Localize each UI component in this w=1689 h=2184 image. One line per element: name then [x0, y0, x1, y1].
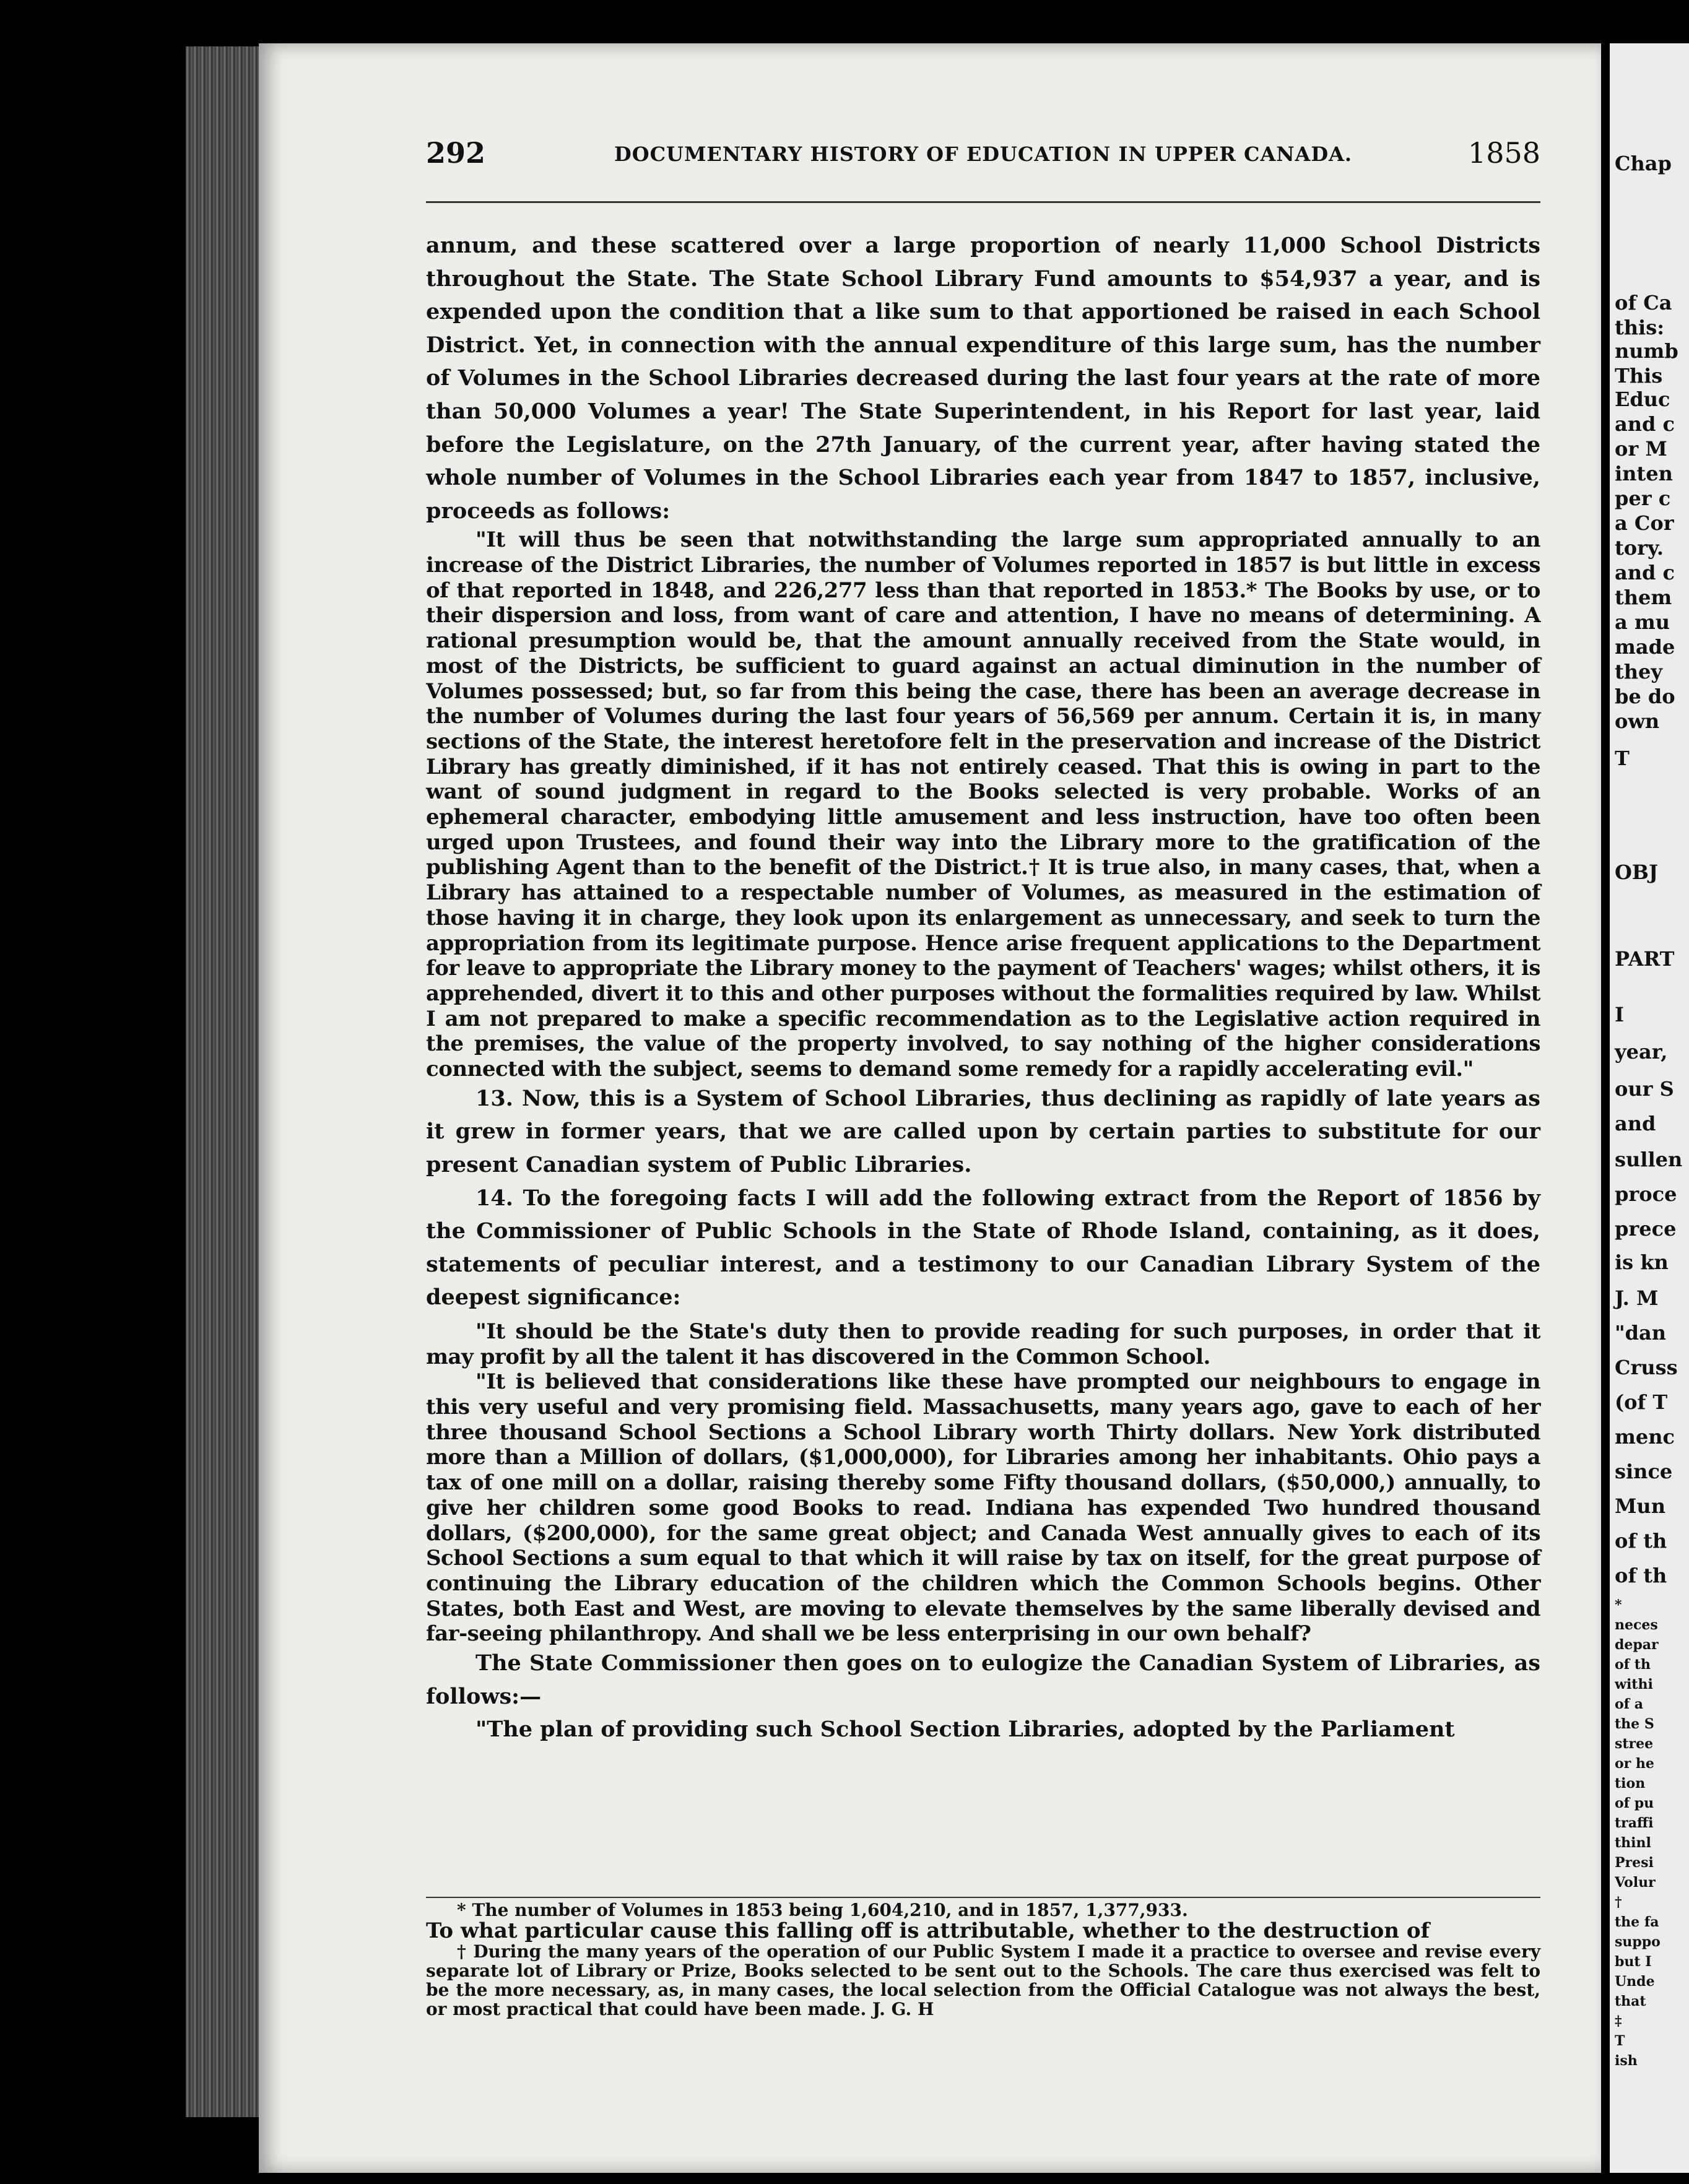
paragraph-13: 13. Now, this is a System of School Libraries, thus declining as rapidly of late years as it grew in former years, that we are called upon by certain parties to substitute for our present Canadian system of Public Libraries. [426, 1085, 1540, 1177]
adjacent-page-fragment [1610, 43, 1689, 2173]
adjacent-page-line: be do [1615, 685, 1675, 708]
adjacent-page-line: proce [1615, 1182, 1677, 1206]
quote-superintendent: "It will thus be seen that notwithstanding the large sum appropriated annually to an increase of the District Libraries, the number of Volumes reported in 1857 is but little in excess of that reported in 1848, and 226,277 less than that reported in 1853.* The Books by use, or to their dispersion and loss, from want of care and attention, I have no means of determining. A rational presumption would be, that the amount annually received from the State would, in most of the Districts, be sufficient to guard against an actual diminution in the number of Volumes possessed; but, so far from this being the case, there has been an average decrease in the number of Volumes during the last four years of 56,569 per annum. Certain it is, in many sections of the State, the interest heretofore felt in the preservation and increase of the District Library has greatly diminished, if it has not entirely ceased. That this is owing in part to the want of sound judgment in regard to the Books selected is very probable. Works of an ephemeral character, embodying little amusement and less instruction, have too often been urged upon Trustees, and found their way into the Library more to the gratification of the publishing Agent than to the benefit of the District.† It is true also, in many cases, that, when a Library has attained to a respectable number of Volumes, as measured in the estimation of those having it in charge, they look upon its enlargement as unnecessary, and seek to turn the appropriation from its legitimate purpose. Hence arise frequent applications to the Department for leave to appropriate the Library money to the payment of Teachers' wages; whilst others, it is apprehended, divert it to this and other purposes without the formalities required by law. Whilst I am not prepared to make a specific recommendation as to the Legislative action required in the premises, the value of the property involved, to say nothing of the higher considerations connected with the subject, seems to demand some remedy for a rapidly accelerating evil." [426, 527, 1540, 1082]
book-page [259, 43, 1601, 2173]
adjacent-page-footnote-line: ish [1615, 2053, 1638, 2069]
adjacent-page-line: a Cor [1615, 511, 1674, 535]
adjacent-page-footnote-line: suppo [1615, 1934, 1661, 1950]
adjacent-page-footnote-line: or he [1615, 1756, 1654, 1772]
paragraph-plan: "The plan of providing such School Section Libraries, adopted by the Parliament [475, 1717, 1455, 1743]
adjacent-page-footnote-line: Volur [1615, 1874, 1656, 1891]
adjacent-page-footnote-line: traffi [1615, 1815, 1654, 1831]
adjacent-page-line: tory. [1615, 536, 1664, 560]
book-page-edges [186, 46, 266, 2117]
adjacent-page-footnote-line: but I [1615, 1954, 1652, 1970]
adjacent-page-line: of Ca [1615, 291, 1672, 314]
adjacent-page-footnote-line: stree [1615, 1736, 1654, 1752]
footnote-star: * The number of Volumes in 1853 being 1,604,210, and in 1857, 1,377,933. [457, 1900, 1188, 1920]
adjacent-page-line: Mun [1615, 1494, 1665, 1518]
adjacent-page-line: is kn [1615, 1250, 1669, 1274]
adjacent-page-line: J. M [1615, 1286, 1659, 1310]
adjacent-page-line: Educ [1615, 388, 1670, 411]
footnote-dagger: † During the many years of the operation of our Public System I made it a practice to oversee and revise every separate lot of Library or Prize, Books selected to be sent out to the Schools. The care thus exercised was felt to be the more necessary, as, in many cases, the local selection from the Official Catalogue was not always the best, or most practical that could have been made. J. G. H [426, 1941, 1540, 2019]
adjacent-page-footnote-line: † [1615, 1894, 1622, 1910]
adjacent-page-line: and c [1615, 561, 1675, 584]
adjacent-page-line: or M [1615, 437, 1667, 461]
adjacent-page-line: prece [1615, 1217, 1677, 1241]
adjacent-page-footnote-line: tion [1615, 1775, 1646, 1792]
main-text [426, 229, 1540, 1746]
adjacent-page-footnote-line: T [1615, 2033, 1625, 2049]
adjacent-page-line: and [1615, 1112, 1656, 1135]
adjacent-page-line: made [1615, 635, 1675, 659]
adjacent-page-footnote-line: the S [1615, 1716, 1654, 1732]
adjacent-page-line: "dan [1615, 1321, 1667, 1345]
footnote-rule [426, 1897, 1540, 1898]
page-number: 292 [426, 136, 486, 170]
adjacent-page-footnote-line: depar [1615, 1637, 1659, 1653]
footnote-continuation: To what particular cause this falling off is attributable, whether to the destruction of [426, 1918, 1430, 1943]
adjacent-page-line: PART [1615, 947, 1675, 971]
adjacent-page-footnote-line: ‡ [1615, 2013, 1622, 2029]
header-year: 1858 [1467, 136, 1540, 170]
adjacent-page-footnote-line: thinl [1615, 1835, 1651, 1851]
adjacent-page-line: OBJ [1615, 860, 1659, 884]
adjacent-page-line: own [1615, 709, 1660, 733]
adjacent-page-footnote-line: of th [1615, 1657, 1651, 1673]
paragraph-commissioner: The State Commissioner then goes on to eulogize the Canadian System of Libraries, as follows:— [426, 1650, 1540, 1709]
adjacent-page-footnote-line: withi [1615, 1676, 1653, 1692]
adjacent-page-line: of th [1615, 1564, 1667, 1587]
paragraph-annum: annum, and these scattered over a large proportion of nearly 11,000 School Districts throughout the State. The State School Library Fund amounts to $54,937 a year, and is expended upon the condition that a like sum to that apportioned be raised in each School District. Yet, in connection with the annual expenditure of this large sum, has the number of Volumes in the School Libraries decreased during the last four years at the rate of more than 50,000 Volumes a year! The State Superintendent, in his Report for last year, laid before the Legislature, on the 27th January, of the current year, after having stated the whole number of Volumes in the School Libraries each year from 1847 to 1857, inclusive, proceeds as follows: [426, 233, 1540, 524]
adjacent-page-line: a mu [1615, 610, 1670, 634]
adjacent-page-line: them [1615, 586, 1672, 609]
quote-neighbours: "It is believed that considerations like these have prompted our neighbours to engage in this very useful and very promising field. Massachusetts, many years ago, gave to each of her three thousand School Sections a School Library worth Thirty dollars. New York distributed more than a Million of dollars, ($1,000,000), for Libraries among her inhabitants. Ohio pays a tax of one mill on a dollar, raising thereby some Fifty thousand dollars, ($50,000,) annually, to give her children some good Books to read. Indiana has expended Two hundred thousand dollars, ($200,000), for the same great object; and Canada West annually gives to each of its School Sections a sum equal to that which it will raise by tax on itself, for the great purpose of continuing the Library education of the children which the Common Schools begins. Other States, both East and West, are moving to elevate themselves by the same liberally devised and far-seeing philanthropy. And shall we be less enterprising in our own behalf? [426, 1369, 1540, 1647]
quote-state-duty: "It should be the State's duty then to provide reading for such purposes, in order that it may profit by all the talent it has discovered in the Common School. [426, 1319, 1540, 1369]
adjacent-page-line: year, [1615, 1040, 1668, 1064]
adjacent-page-line: I [1615, 1003, 1624, 1026]
adjacent-page-line: This [1615, 364, 1663, 388]
adjacent-page-line: (of T [1615, 1390, 1668, 1414]
adjacent-page-line: Cruss [1615, 1356, 1678, 1379]
adjacent-page-line: this: [1615, 316, 1665, 339]
adjacent-page-line: T [1615, 747, 1630, 770]
page-header [426, 136, 1540, 186]
adjacent-page-line: Chap [1615, 152, 1672, 175]
adjacent-page-footnote-line: that [1615, 1993, 1646, 2009]
adjacent-page-line: numb [1615, 339, 1678, 363]
adjacent-page-footnote-line: * [1615, 1597, 1622, 1613]
running-title: DOCUMENTARY HISTORY OF EDUCATION IN UPPER CANADA. [614, 142, 1353, 166]
adjacent-page-line: since [1615, 1460, 1673, 1483]
adjacent-page-line: sullen [1615, 1148, 1683, 1171]
footnotes [426, 1900, 1540, 2019]
adjacent-page-line: menc [1615, 1425, 1675, 1449]
adjacent-page-footnote-line: the fa [1615, 1914, 1659, 1930]
adjacent-page-footnote-line: of a [1615, 1696, 1644, 1712]
adjacent-page-line: our S [1615, 1077, 1674, 1101]
adjacent-page-line: they [1615, 660, 1662, 683]
header-rule [426, 201, 1540, 203]
adjacent-page-line: per c [1615, 487, 1671, 510]
adjacent-page-footnote-line: Presi [1615, 1855, 1654, 1871]
adjacent-page-line: of th [1615, 1529, 1667, 1553]
adjacent-page-footnote-line: neces [1615, 1617, 1658, 1633]
adjacent-page-line: and c [1615, 412, 1675, 436]
adjacent-page-line: inten [1615, 462, 1673, 485]
paragraph-14: 14. To the foregoing facts I will add the following extract from the Report of 1856 by the Commissioner of Public Schools in the State of Rhode Island, containing, as it does, statements of peculiar interest, and a testimony to our Canadian Library System of the deepest significance: [426, 1185, 1540, 1311]
adjacent-page-footnote-line: Unde [1615, 1974, 1655, 1990]
adjacent-page-footnote-line: of pu [1615, 1795, 1654, 1811]
